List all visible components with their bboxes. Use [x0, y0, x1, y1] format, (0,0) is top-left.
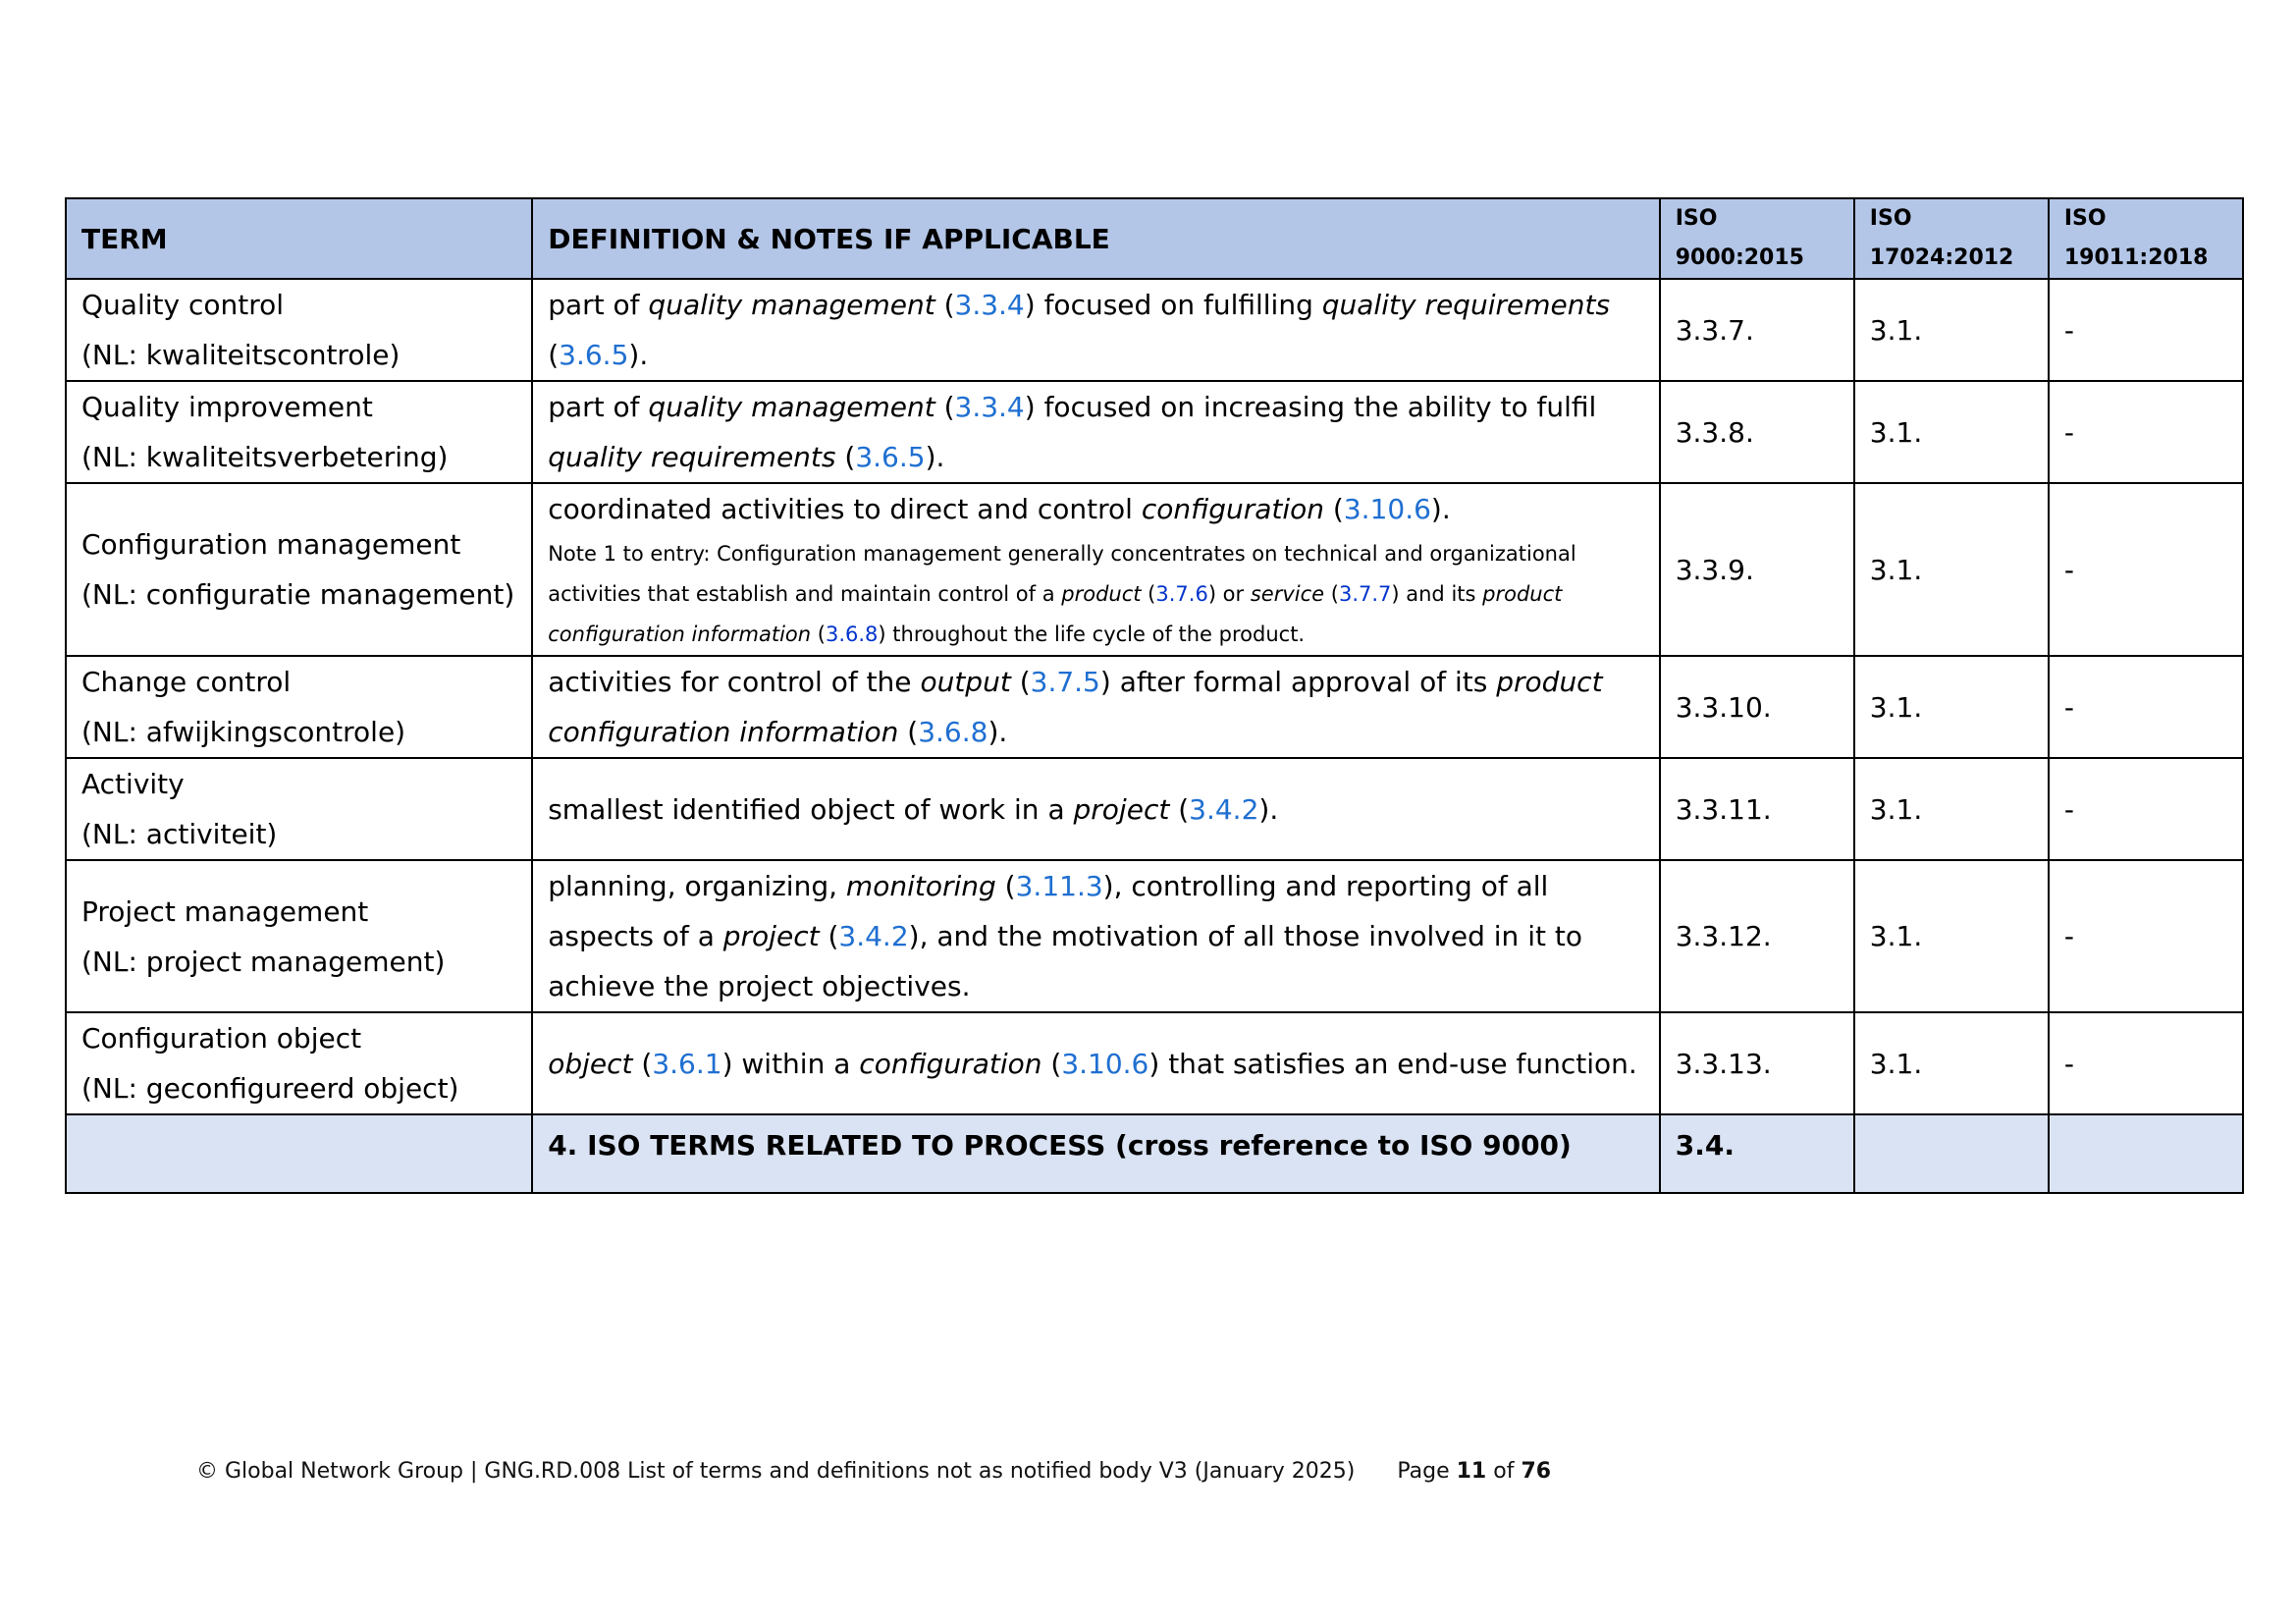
term-dutch: (NL: activiteit): [81, 818, 278, 850]
clause-reference: 3.6.1: [652, 1047, 722, 1080]
table-row: [66, 860, 2243, 1012]
term-name: Activity: [81, 768, 185, 800]
defined-term: monitoring: [845, 870, 996, 902]
header-iso-9000: [1660, 198, 1854, 279]
iso-19011-ref: -: [2049, 758, 2243, 860]
term-cell: [66, 1012, 532, 1114]
iso-9000-ref: 3.3.10.: [1660, 656, 1854, 758]
iso-9000-ref: 3.3.11.: [1660, 758, 1854, 860]
clause-reference: 3.11.3: [1015, 870, 1103, 902]
defined-term: product: [1061, 582, 1142, 606]
defined-term: output: [920, 666, 1011, 698]
table-row: [66, 381, 2243, 483]
defined-term: configuration: [1141, 493, 1325, 525]
header-definition: DEFINITION & NOTES IF APPLICABLE: [532, 198, 1660, 279]
term-dutch: (NL: kwaliteitscontrole): [81, 339, 400, 371]
term-dutch: (NL: project management): [81, 945, 446, 978]
page-footer: [196, 1459, 1551, 1484]
definition-cell: activities for control of the output (3.7.5) after formal approval of its product configuration information (3.6.8).: [532, 656, 1660, 758]
term-cell: [66, 860, 532, 1012]
page-label: Page: [1397, 1459, 1450, 1484]
term-cell: [66, 656, 532, 758]
term-dutch: (NL: geconfigureerd object): [81, 1072, 459, 1105]
iso-19011-ref: -: [2049, 656, 2243, 758]
defined-term: quality requirements: [1321, 289, 1611, 321]
defined-term: quality management: [648, 289, 935, 321]
term-cell: [66, 758, 532, 860]
clause-reference: 3.6.8: [918, 716, 988, 748]
page-total: 76: [1521, 1459, 1552, 1484]
term-dutch: (NL: configuratie management): [81, 578, 515, 611]
term-cell: [66, 483, 532, 656]
section-iso-9000-ref: 3.4.: [1660, 1114, 1854, 1193]
term-cell: [66, 279, 532, 381]
header-iso-19011-line1: ISO: [2063, 206, 2107, 231]
iso-19011-ref: -: [2049, 1012, 2243, 1114]
header-iso-17024-line2: 17024:2012: [1869, 245, 2014, 270]
clause-reference: 3.4.2: [838, 920, 909, 952]
iso-17024-ref: 3.1.: [1854, 279, 2049, 381]
page-current: 11: [1456, 1459, 1487, 1484]
defined-term: product configuration information: [548, 666, 1603, 748]
defined-term: object: [548, 1047, 633, 1080]
term-name: Project management: [81, 894, 369, 928]
iso-17024-ref: 3.1.: [1854, 1012, 2049, 1114]
clause-reference: 3.6.5: [559, 339, 629, 371]
header-iso-9000-line1: ISO: [1675, 206, 1718, 231]
table-row: [66, 656, 2243, 758]
term-name: Change control: [81, 666, 292, 698]
section-iso-19011-ref: [2049, 1114, 2243, 1193]
header-iso-19011-line2: 19011:2018: [2063, 245, 2209, 270]
defined-term: quality requirements: [548, 441, 836, 473]
definition-cell: part of quality management (3.3.4) focused on fulfilling quality requirements (3.6.5).: [532, 279, 1660, 381]
page-of: of: [1493, 1459, 1515, 1484]
definition-cell: object (3.6.1) within a configuration (3.10.6) that satisfies an end-use function.: [532, 1012, 1660, 1114]
table-row: [66, 483, 2243, 656]
definition-note: Note 1 to entry: Configuration management generally concentrates on technical and organizational activities that establish and maintain control of a product (3.7.6) or service (3.7.7) and its product configuration information (3.6.8) throughout the life cycle of the product.: [548, 542, 1576, 646]
defined-term: quality management: [648, 391, 935, 423]
iso-9000-ref: 3.3.8.: [1660, 381, 1854, 483]
iso-9000-ref: 3.3.7.: [1660, 279, 1854, 381]
clause-reference: 3.3.4: [954, 289, 1025, 321]
section-term-cell: [66, 1114, 532, 1193]
iso-9000-ref: 3.3.9.: [1660, 483, 1854, 656]
iso-19011-ref: -: [2049, 279, 2243, 381]
clause-reference: 3.7.6: [1155, 582, 1208, 606]
iso-19011-ref: -: [2049, 483, 2243, 656]
defined-term: service: [1250, 582, 1325, 606]
clause-reference: 3.6.8: [825, 623, 879, 646]
clause-reference: 3.4.2: [1189, 792, 1259, 826]
footer-copyright: © Global Network Group | GNG.RD.008 List of terms and definitions not as notified body V3 (January 2025): [196, 1459, 1356, 1484]
clause-reference: 3.10.6: [1061, 1047, 1149, 1080]
defined-term: configuration: [859, 1047, 1042, 1080]
iso-17024-ref: 3.1.: [1854, 483, 2049, 656]
iso-9000-ref: 3.3.12.: [1660, 860, 1854, 1012]
term-name: Quality control: [81, 289, 285, 321]
term-name: Quality improvement: [81, 391, 373, 423]
iso-17024-ref: 3.1.: [1854, 656, 2049, 758]
iso-17024-ref: 3.1.: [1854, 381, 2049, 483]
table-row: [66, 1012, 2243, 1114]
header-iso-17024-line1: ISO: [1869, 206, 1912, 231]
term-dutch: (NL: afwijkingscontrole): [81, 716, 406, 748]
term-dutch: (NL: kwaliteitsverbetering): [81, 441, 449, 473]
header-iso-9000-line2: 9000:2015: [1675, 245, 1804, 270]
header-iso-17024: [1854, 198, 2049, 279]
header-row: [66, 198, 2243, 279]
table-row: [66, 279, 2243, 381]
term-name: Configuration object: [81, 1022, 362, 1055]
table-row: [66, 758, 2243, 860]
iso-19011-ref: -: [2049, 860, 2243, 1012]
defined-term: project: [722, 920, 820, 952]
definition-cell: smallest identified object of work in a project (3.4.2).: [532, 758, 1660, 860]
clause-reference: 3.6.5: [855, 441, 926, 473]
clause-reference: 3.10.6: [1343, 493, 1431, 525]
defined-term: project: [1073, 792, 1170, 826]
term-cell: [66, 381, 532, 483]
iso-9000-ref: 3.3.13.: [1660, 1012, 1854, 1114]
defined-term: product configuration information: [548, 582, 1563, 646]
iso-17024-ref: 3.1.: [1854, 860, 2049, 1012]
page-number: [1397, 1459, 1551, 1484]
clause-reference: 3.3.4: [954, 391, 1025, 423]
terms-table: [65, 197, 2244, 1194]
definition-cell: coordinated activities to direct and control configuration (3.10.6). Note 1 to entry: Configuration management generally concentrates on technical and organizational activities that establish and maintain control of a product (3.7.6) or service (3.7.7) and its product configuration information (3.6.8) throughout the life cycle of the product.: [532, 483, 1660, 656]
header-iso-19011: [2049, 198, 2243, 279]
definition-cell: part of quality management (3.3.4) focused on increasing the ability to fulfil quality requirements (3.6.5).: [532, 381, 1660, 483]
section-iso-17024-ref: [1854, 1114, 2049, 1193]
header-term: TERM: [66, 198, 532, 279]
term-name: Configuration management: [81, 528, 461, 561]
section-header-row: [66, 1114, 2243, 1193]
clause-reference: 3.7.5: [1030, 666, 1100, 698]
iso-17024-ref: 3.1.: [1854, 758, 2049, 860]
clause-reference: 3.7.7: [1338, 582, 1392, 606]
iso-19011-ref: -: [2049, 381, 2243, 483]
definition-cell: planning, organizing, monitoring (3.11.3), controlling and reporting of all aspects of a project (3.4.2), and the motivation of all those involved in it to achieve the project objectives.: [532, 860, 1660, 1012]
section-title: 4. ISO TERMS RELATED TO PROCESS (cross reference to ISO 9000): [532, 1114, 1660, 1193]
